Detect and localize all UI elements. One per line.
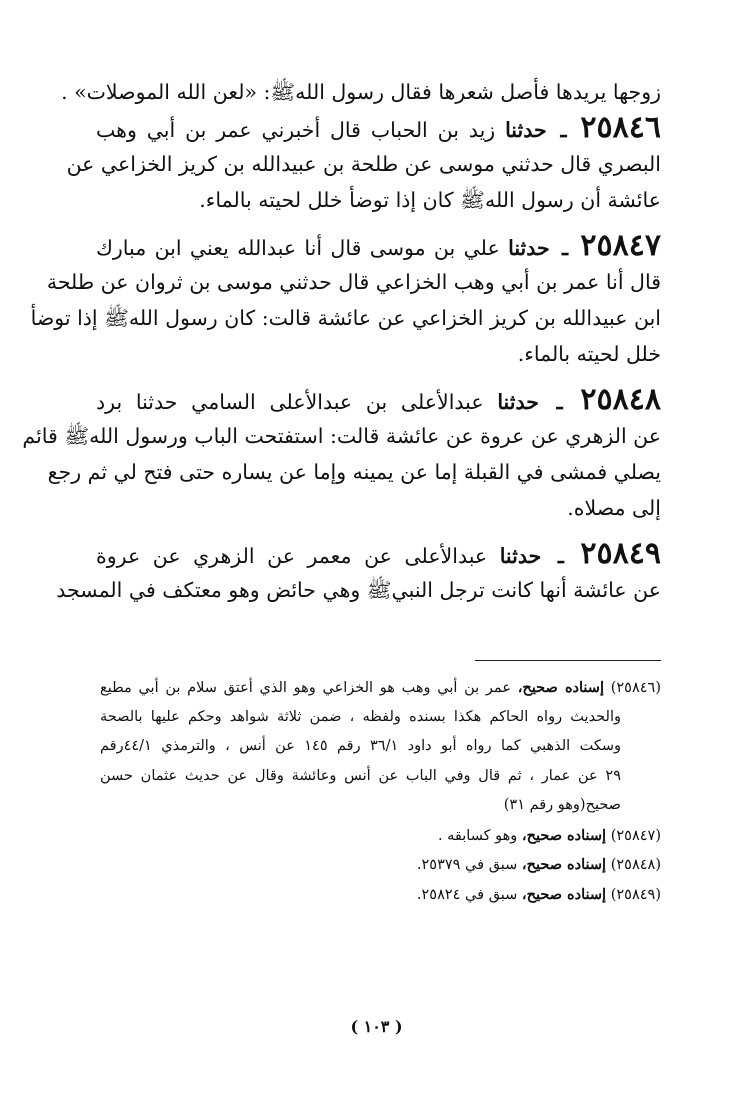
hadith-dash: ـ: [562, 236, 569, 260]
footnote-line: ٢٩ عن عمار ، ثم قال وفي الباب عن أنس وعائشة وقال عن حديث عثمان حسن: [100, 767, 621, 784]
hadith-line: عن الزهري عن عروة عن عائشة قالت: استفتحت الباب ورسول اللهﷺ قائم: [22, 424, 661, 448]
footnote-ref: (٢٥٨٤٨): [610, 857, 661, 873]
hadith-block: [22, 382, 661, 526]
page-number: ( ١٠٣ ): [350, 1017, 403, 1036]
hadith-line: ابن عبيدالله بن كريز الخزاعي عن عائشة قالت: كان رسول اللهﷺ إذا توضأ: [30, 306, 661, 330]
footnote-text: وهو كسابقه .: [437, 827, 518, 844]
footnote-line: [100, 673, 661, 703]
footnote-line: وسكت الذهبي كما رواه أبو داود ٣٦/١ رقم ١٤٥ عن أنس ، والترمذي ٤٤/١رقم: [100, 738, 621, 754]
hadith-first-line-text: عبدالأعلى عن معمر عن الزهري عن عروة: [96, 544, 488, 568]
hadith-number: ٢٥٨٤٩: [580, 536, 661, 571]
hadith-line: إلى مصلاه.: [567, 496, 661, 520]
footnote-grade: إسناده صحيح،: [521, 826, 607, 844]
hadith-line: عائشة أن رسول اللهﷺ كان إذا توضأ خلل لحيته بالماء.: [199, 188, 661, 212]
hadith-block: [56, 536, 661, 608]
footnote-line: [100, 880, 661, 910]
hadith-line: البصري قال حدثني موسى عن طلحة بن عبيدالله بن كريز الخزاعي عن: [66, 152, 661, 176]
hadith-number: ٢٥٨٤٦: [580, 110, 661, 145]
hadith-number: ٢٥٨٤٧: [580, 228, 661, 263]
footnote-separator: [475, 660, 661, 661]
hadith-first-line: [96, 228, 661, 264]
hadith-first-line-text: علي بن موسى قال أنا عبدالله يعني ابن مبارك: [96, 236, 500, 260]
footnote-text: سبق في ٢٥٨٢٤.: [416, 886, 518, 903]
footnote-line: [100, 850, 661, 880]
hadith-first-line-text: عبدالأعلى بن عبدالأعلى السامي حدثنا برد: [96, 390, 484, 414]
footnote-grade: إسناده صحيح،: [517, 679, 604, 696]
hadith-block: [30, 228, 661, 372]
footnote-line: والحديث رواه الحاكم هكذا بسنده ولفظه ، ضمن ثلاثة شواهد وحكم عليها بالصحة: [100, 708, 621, 725]
footnote-grade: إسناده صحيح،: [521, 885, 607, 903]
hadith-line: قال أنا عمر بن أبي وهب الخزاعي قال حدثني موسى بن ثروان عن طلحة: [46, 270, 661, 294]
hadith-first-line: [96, 382, 661, 418]
hadith-line: يصلي فمشى في القبلة إما عن يمينه وإما عن يساره حتى فتح لي ثم رجع: [47, 460, 661, 484]
hadith-number: ٢٥٨٤٨: [580, 382, 661, 417]
footnote-ref: (٢٥٨٤٦): [610, 680, 662, 696]
haddathana-word: حدثنا: [505, 118, 547, 142]
footnotes-section: [100, 673, 661, 909]
hadith-line: خلل لحيته بالماء.: [517, 342, 661, 366]
hadith-first-line: [96, 536, 661, 572]
footnote-ref: (٢٥٨٤٩): [610, 886, 661, 903]
haddathana-word: حدثنا: [497, 390, 539, 414]
footnote-grade: إسناده صحيح،: [521, 856, 607, 873]
hadith-block: [66, 110, 661, 218]
footnote-line: [100, 821, 661, 851]
intro-line: زوجها يريدها فأصل شعرها فقال رسول اللهﷺ: «لعن الله الموصلات» .: [61, 80, 661, 104]
hadith-first-line: [96, 110, 661, 146]
hadith-line: عن عائشة أنها كانت ترجل النبيﷺ وهي حائض وهو معتكف في المسجد: [56, 578, 661, 602]
footnote-text: عمر بن أبي وهب هو الخزاعي وهو الذي أعتق سلام بن أبي مطيع: [100, 680, 511, 696]
hadith-dash: ـ: [556, 390, 563, 414]
footnote-text: سبق في ٢٥٣٧٩.: [416, 857, 518, 873]
hadith-first-line-text: زيد بن الحباب قال أخبرني عمر بن أبي وهب: [96, 118, 496, 142]
haddathana-word: حدثنا: [508, 236, 550, 260]
hadith-dash: ـ: [560, 118, 567, 142]
main-text-body: [22, 74, 661, 608]
footnote-ref: (٢٥٨٤٧): [610, 827, 661, 844]
footnote-line: صحيح(وهو رقم ٣١): [503, 797, 621, 813]
hadith-dash: ـ: [557, 544, 564, 568]
haddathana-word: حدثنا: [499, 544, 542, 568]
